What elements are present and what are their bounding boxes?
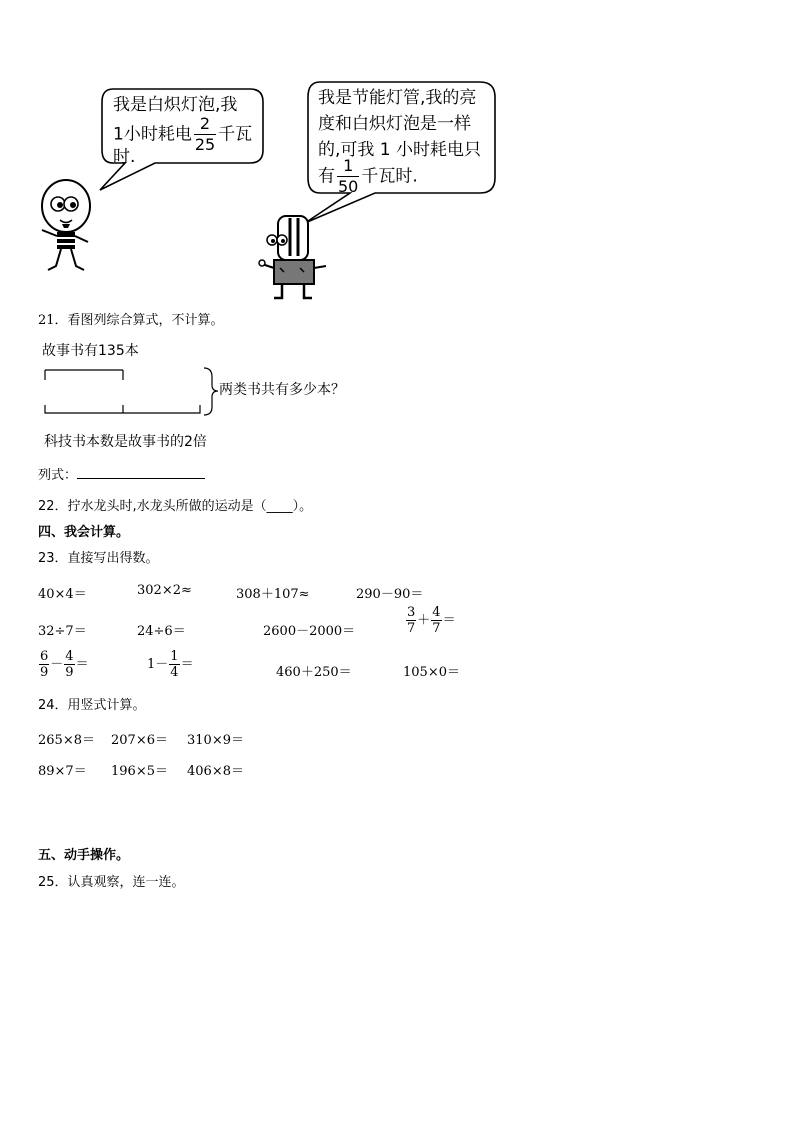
fraction-numerator: 1 <box>337 158 359 177</box>
right-bubble-line3: 的,可我 1 小时耗电只 <box>318 140 482 160</box>
light-bulb-character-icon <box>38 178 100 278</box>
q24-r2-c3: 406×8＝ <box>187 764 244 779</box>
fraction-numerator: 2 <box>194 116 216 135</box>
fraction-numerator: 4 <box>65 649 74 664</box>
right-bubble-line4 <box>318 158 418 195</box>
operator: ＋ <box>417 613 431 628</box>
q23-r2-c4-fraction-sum <box>405 606 456 635</box>
operand: 1－ <box>147 657 169 672</box>
q23-r3-c3: 460＋250＝ <box>276 665 352 680</box>
fraction-4-7 <box>431 606 441 635</box>
fraction-numerator: 1 <box>170 649 179 664</box>
energy-saving-lamp-character-icon <box>258 212 330 304</box>
fraction-4-9 <box>64 650 74 679</box>
q23-r1-c4: 290－90＝ <box>356 587 424 602</box>
fraction-6-9 <box>39 650 49 679</box>
q21-formula-label: 列式： <box>38 468 78 483</box>
section4-title: 四、我会计算。 <box>38 525 130 540</box>
fraction-numerator: 4 <box>432 605 441 620</box>
left-bubble-line2-text: 1小时耗电 <box>113 124 192 145</box>
q23-r3-c2-one-minus-fraction <box>147 650 194 679</box>
q22-text: 22．拧水龙头时,水龙头所做的运动是（____）。 <box>38 499 313 514</box>
q24-r1-c1: 265×8＝ <box>38 733 95 748</box>
right-bubble-line4-unit: 千瓦时. <box>361 166 418 187</box>
fraction-1-4 <box>169 650 179 679</box>
fraction-numerator: 6 <box>40 649 49 664</box>
q23-r2-c3: 2600－2000＝ <box>263 624 356 639</box>
q21-segment-diagram <box>40 365 220 420</box>
q21-formula-line <box>38 468 205 484</box>
section5-title: 五、动手操作。 <box>38 848 130 863</box>
equals-sign: ＝ <box>180 657 194 672</box>
equals-sign: ＝ <box>75 657 89 672</box>
q24-r2-c2: 196×5＝ <box>111 764 168 779</box>
q21-top-label: 故事书有135本 <box>42 343 139 359</box>
q21-bottom-label: 科技书本数是故事书的2倍 <box>44 434 207 450</box>
fraction-denominator: 9 <box>40 665 49 680</box>
q25-title: 25．认真观察，连一连。 <box>38 875 185 890</box>
right-bubble-line1: 我是节能灯管,我的亮 <box>318 88 477 108</box>
fraction-denominator: 50 <box>338 177 359 196</box>
operator: － <box>50 657 64 672</box>
q23-r3-c4: 105×0＝ <box>403 665 460 680</box>
q23-r1-c3: 308＋107≈ <box>236 587 310 602</box>
q23-r2-c2: 24÷6＝ <box>137 624 186 639</box>
fraction-1-50 <box>337 158 359 195</box>
q21-brace-label: 两类书共有多少本？ <box>219 382 345 398</box>
fraction-denominator: 4 <box>170 665 179 680</box>
fraction-denominator: 9 <box>65 665 74 680</box>
left-bubble-line1: 我是白炽灯泡,我 <box>113 95 238 115</box>
left-bubble-line2-unit: 千瓦 <box>218 124 253 145</box>
q24-r2-c1: 89×7＝ <box>38 764 87 779</box>
q21-answer-blank[interactable] <box>77 468 205 479</box>
q23-title: 23．直接写出得数。 <box>38 551 159 566</box>
q23-r1-c1: 40×4＝ <box>38 587 87 602</box>
q24-r1-c2: 207×6＝ <box>111 733 168 748</box>
q21-title: 21．看图列综合算式，不计算。 <box>38 313 224 328</box>
right-bubble-line4-text: 有 <box>318 166 335 187</box>
q23-r3-c1-fraction-diff <box>38 650 89 679</box>
q24-r1-c3: 310×9＝ <box>187 733 244 748</box>
fraction-denominator: 7 <box>407 621 416 636</box>
fraction-2-25 <box>194 116 216 153</box>
fraction-numerator: 3 <box>407 605 416 620</box>
right-bubble-line2: 度和白炽灯泡是一样 <box>318 114 471 134</box>
fraction-denominator: 7 <box>432 621 441 636</box>
q23-r2-c1: 32÷7＝ <box>38 624 87 639</box>
q24-title: 24．用竖式计算。 <box>38 698 146 713</box>
left-bubble-line3: 时. <box>113 147 136 167</box>
fraction-3-7 <box>406 606 416 635</box>
q23-r1-c2: 302×2≈ <box>137 583 192 598</box>
equals-sign: ＝ <box>442 613 456 628</box>
fraction-denominator: 25 <box>194 135 216 154</box>
